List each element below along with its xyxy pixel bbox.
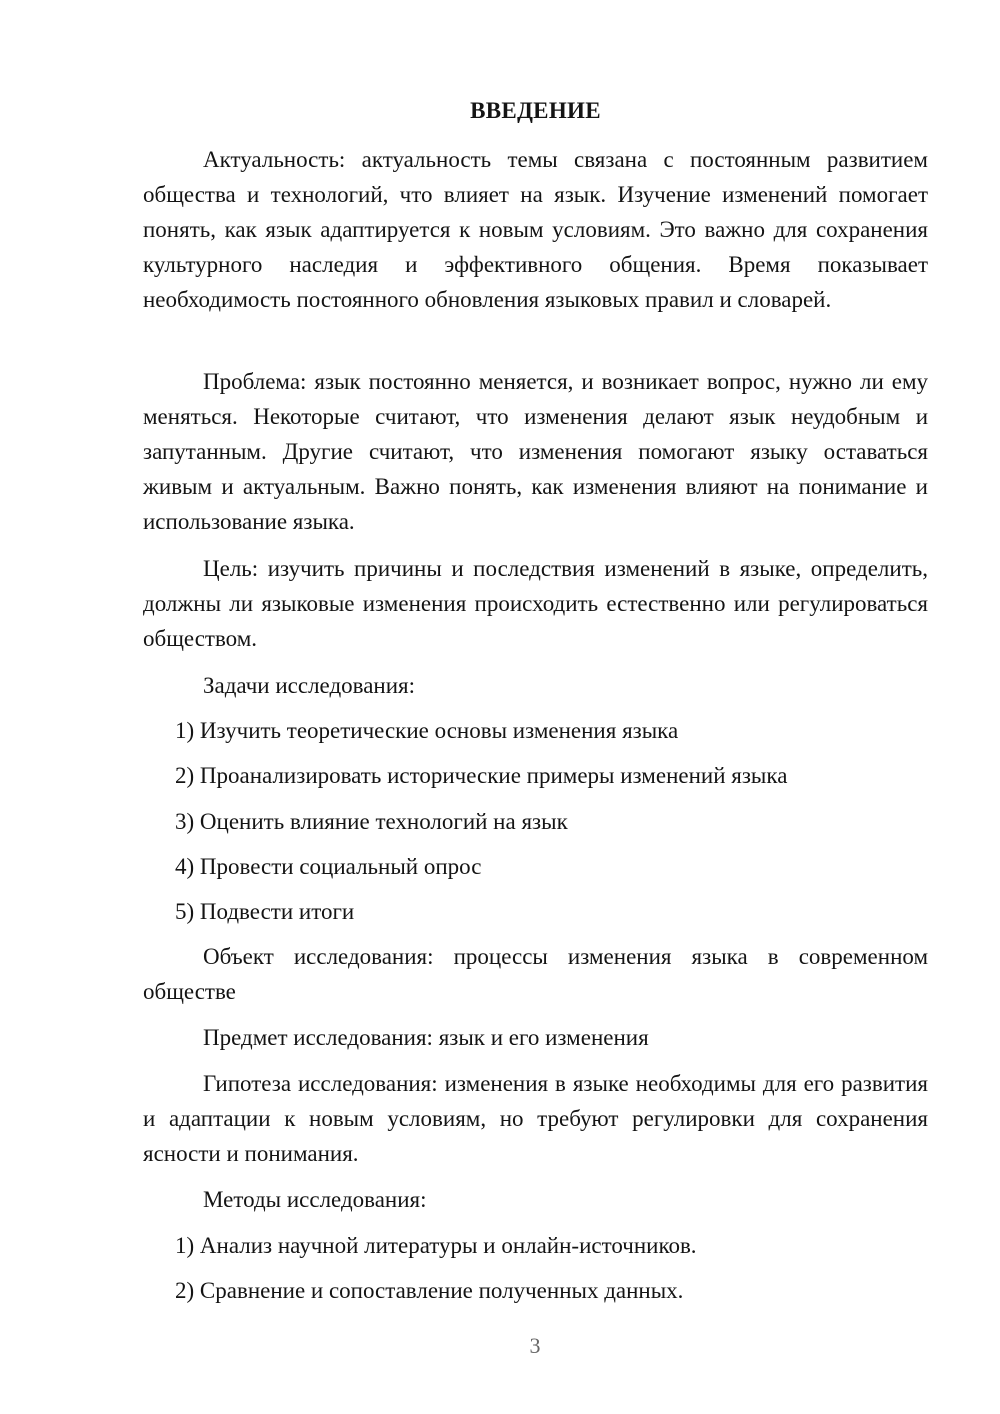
task-item: 1) Изучить теоретические основы изменения языка bbox=[175, 718, 679, 743]
problem-paragraph: Проблема: язык постоянно меняется, и возникает вопрос, нужно ли ему меняться. Некоторые считают, что изменения делают язык неудобным и запутанным. Другие считают, что изменения помогают языку оставаться живым и актуальным. Важно понять, как изменения влияют на понимание и использование языка. bbox=[143, 369, 928, 534]
task-item: 3) Оценить влияние технологий на язык bbox=[175, 809, 568, 834]
subject-paragraph: Предмет исследования: язык и его изменения bbox=[203, 1025, 649, 1050]
method-item: 2) Сравнение и сопоставление полученных данных. bbox=[175, 1278, 684, 1303]
page-title: ВВЕДЕНИЕ bbox=[470, 98, 601, 123]
hypothesis-paragraph: Гипотеза исследования: изменения в языке необходимы для его развития и адаптации к новым условиям, но требуют регулировки для сохранения ясности и понимания. bbox=[143, 1071, 928, 1166]
task-item: 4) Провести социальный опрос bbox=[175, 854, 482, 879]
object-paragraph: Объект исследования: процессы изменения языка в современном обществе bbox=[143, 944, 928, 1004]
method-item: 1) Анализ научной литературы и онлайн-источников. bbox=[175, 1233, 697, 1258]
methods-heading: Методы исследования: bbox=[203, 1187, 427, 1212]
task-item: 2) Проанализировать исторические примеры изменений языка bbox=[175, 763, 788, 788]
task-item: 5) Подвести итоги bbox=[175, 899, 355, 924]
goal-paragraph: Цель: изучить причины и последствия изменений в языке, определить, должны ли языковые изменения происходить естественно или регулироваться обществом. bbox=[143, 556, 928, 651]
tasks-heading: Задачи исследования: bbox=[203, 673, 416, 698]
relevance-paragraph: Актуальность: актуальность темы связана с постоянным развитием общества и технологий, что влияет на язык. Изучение изменений помогает понять, как язык адаптируется к новым условиям. Это важно для сохранения культурного наследия и эффективного общения. Время показывает необходимость постоянного обновления языковых правил и словарей. bbox=[143, 147, 928, 312]
page-number: 3 bbox=[529, 1333, 541, 1358]
